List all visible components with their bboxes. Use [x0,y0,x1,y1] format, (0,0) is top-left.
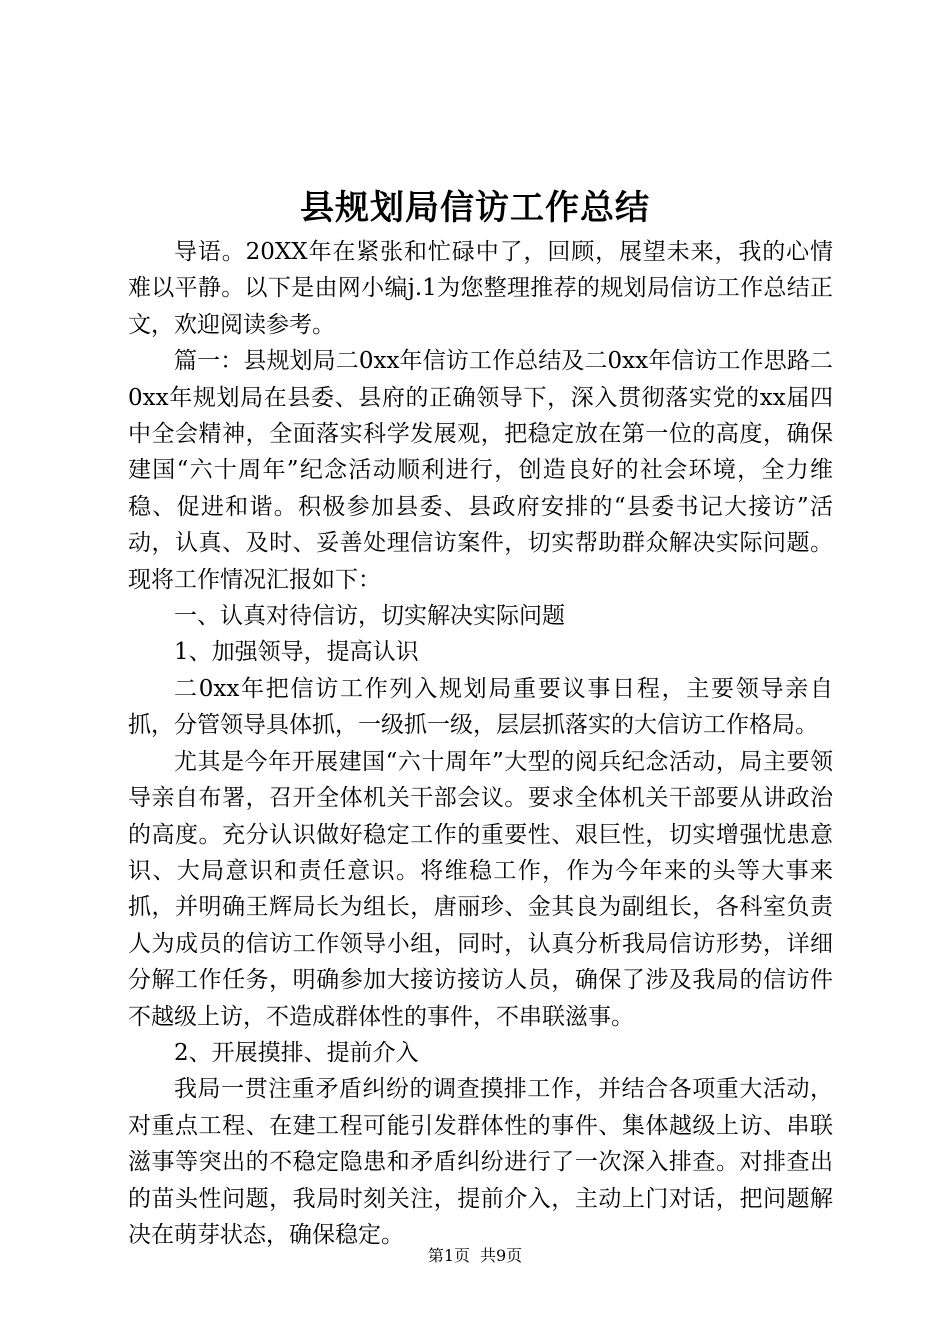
paragraph: 尤其是今年开展建国“六十周年”大型的阅兵纪念活动，局主要领导亲自布署，召开全体机关干部会议。要求全体机关干部要从讲政治的高度。充分认识做好稳定工作的重要性、艰巨性，切实增强忧患意识、大局意识和责任意识。将维稳工作，作为今年来的头等大事来抓，并明确王辉局长为组长，唐丽珍、金其良为副组长，各科室负责人为成员的信访工作领导小组，同时，认真分析我局信访形势，详细分解工作任务，明确参加大接访接访人员，确保了涉及我局的信访件不越级上访，不造成群体性的事件，不串联滋事。 [128,748,833,1030]
paragraph-part-one: 篇一：县规划局二0xx年信访工作总结及二0xx年信访工作思路二0xx年规划局在县委、县府的正确领导下，深入贯彻落实党的xx届四中全会精神，全面落实科学发展观，把稳定放在第一位的高度，确保建国“六十周年”纪念活动顺利进行，创造良好的社会环境，全力维稳、促进和谐。积极参加县委、县政府安排的“县委书记大接访”活动，认真、及时、妥善处理信访案件，切实帮助群众解决实际问题。现将工作情况汇报如下： [128,348,833,593]
subsection-heading-1: 1、加强领导，提高认识 [174,639,419,666]
page-number: 第1页 [427,1246,470,1265]
subsection-heading-2: 2、开展摸排、提前介入 [174,1039,419,1066]
section-heading-1: 一、认真对待信访，切实解决实际问题 [174,603,565,630]
page-footer [0,1244,950,1268]
paragraph: 二0xx年把信访工作列入规划局重要议事日程，主要领导亲自抓，分管领导具体抓，一级抓一级，层层抓落实的大信访工作格局。 [128,675,833,739]
paragraph: 我局一贯注重矛盾纠纷的调查摸排工作，并结合各项重大活动，对重点工程、在建工程可能引发群体性的事件、集体越级上访、串联滋事等突出的不稳定隐患和矛盾纠纷进行了一次深入排查。对排查出的苗头性问题，我局时刻关注，提前介入，主动上门对话，把问题解决在萌芽状态，确保稳定。 [128,1076,833,1248]
paragraph-intro: 导语。20XX年在紧张和忙碌中了，回顾，展望未来，我的心情难以平静。以下是由网小编j.1为您整理推荐的规划局信访工作总结正文，欢迎阅读参考。 [128,239,833,338]
document-body [128,234,833,1253]
page-total: 共9页 [480,1246,523,1265]
document-title: 县规划局信访工作总结 [300,188,650,228]
